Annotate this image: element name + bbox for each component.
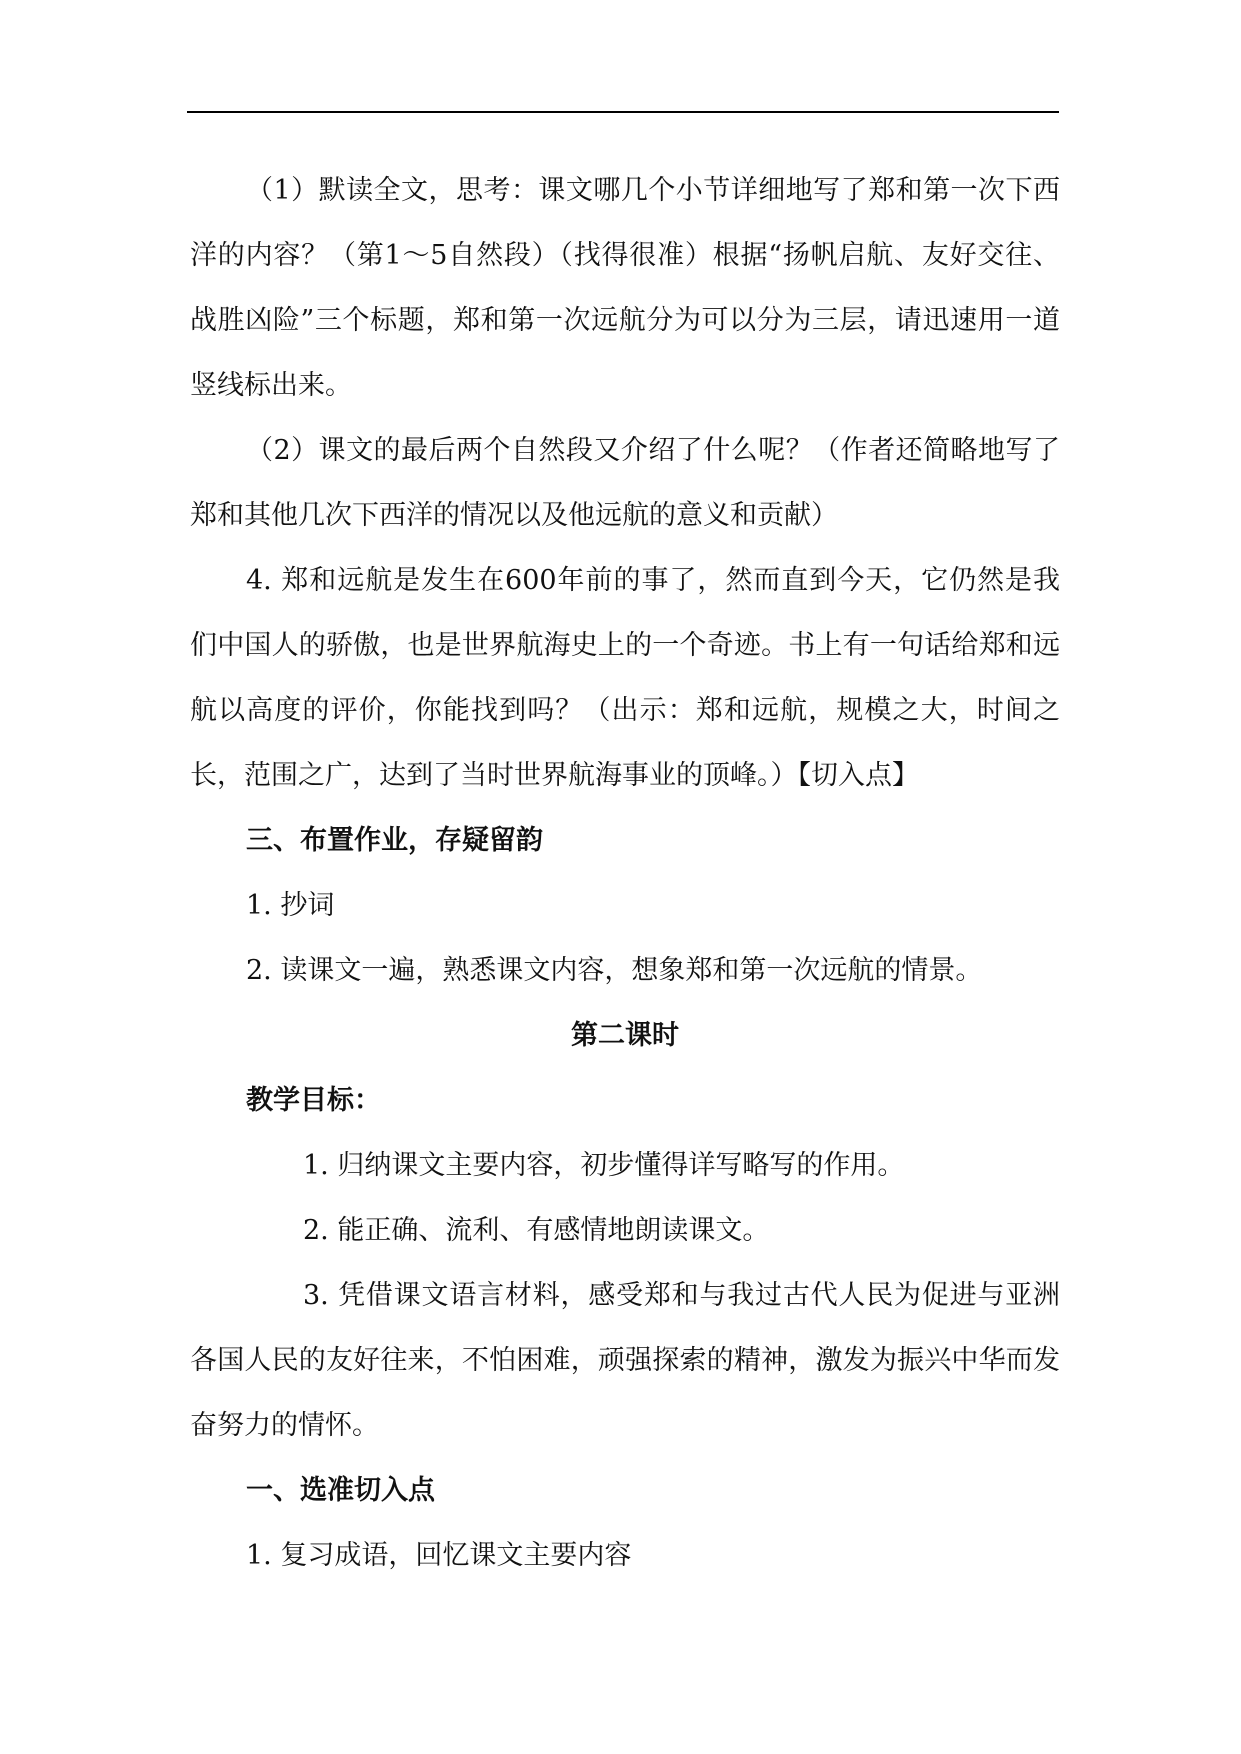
heading-homework: 三、布置作业，存疑留韵 — [246, 825, 543, 856]
goal-item-3: 3. 凭借课文语言材料，感受郑和与我过古代人民为促进与亚洲各国人民的友好往来，不怕困难，顽强探索的精神，激发为振兴中华而发奋努力的情怀。 — [190, 1280, 1060, 1441]
heading-entry-point: 一、选准切入点 — [246, 1475, 435, 1506]
paragraph-read-silently: （1）默读全文，思考：课文哪几个小节详细地写了郑和第一次下西洋的内容？（第1～5自然段）（找得很准）根据“扬帆启航、友好交往、战胜凶险”三个标题，郑和第一次远航分为可以分为三层，请迅速用一道竖线标出来。 — [190, 175, 1060, 401]
header-rule — [187, 111, 1059, 113]
homework-item-2: 2. 读课文一遍，熟悉课文内容，想象郑和第一次远航的情景。 — [246, 955, 983, 986]
paragraph-last-two-sections: （2）课文的最后两个自然段又介绍了什么呢？（作者还简略地写了郑和其他几次下西洋的情况以及他远航的意义和贡献） — [190, 435, 1060, 531]
heading-second-lesson: 第二课时 — [571, 1020, 679, 1051]
document-body — [190, 158, 1060, 1588]
goal-item-2: 2. 能正确、流利、有感情地朗读课文。 — [303, 1215, 770, 1246]
goal-item-1: 1. 归纳课文主要内容，初步懂得详写略写的作用。 — [303, 1150, 905, 1181]
paragraph-voyage-evaluation: 4. 郑和远航是发生在600年前的事了，然而直到今天，它仍然是我们中国人的骄傲，也是世界航海史上的一个奇迹。书上有一句话给郑和远航以高度的评价，你能找到吗？（出示：郑和远航，规模之大，时间之长，范围之广，达到了当时世界航海事业的顶峰。）【切入点】 — [190, 565, 1060, 791]
homework-item-1: 1. 抄词 — [246, 890, 335, 921]
entry-point-item-1: 1. 复习成语，回忆课文主要内容 — [246, 1540, 632, 1571]
heading-teaching-goals: 教学目标： — [246, 1085, 381, 1116]
